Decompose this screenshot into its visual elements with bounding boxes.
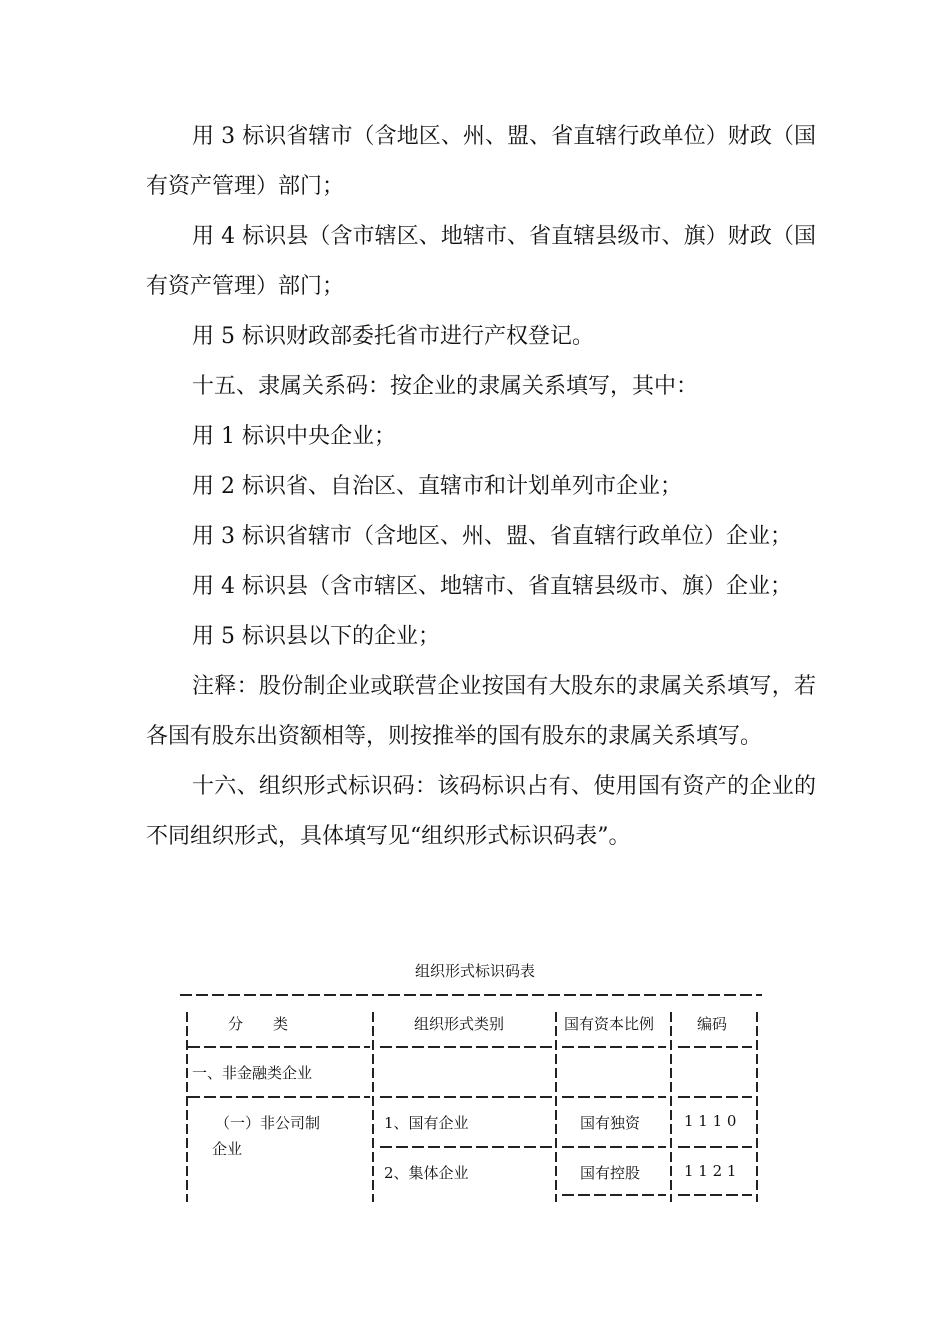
table-vline — [670, 1012, 672, 1202]
table-vline — [756, 1012, 758, 1202]
paragraph: 用 1 标识中央企业； — [192, 424, 396, 449]
row-separator — [562, 1194, 666, 1196]
subcategory-non-company: （一）非公司制 — [215, 1114, 321, 1132]
form-collective-enterprise: 2、集体企业 — [384, 1164, 469, 1182]
header-form-type: 组织形式类别 — [414, 1015, 505, 1033]
subcategory-non-company-cont: 企业 — [212, 1140, 243, 1158]
document-body — [146, 112, 816, 862]
form-state-enterprise: 1、国有企业 — [384, 1114, 469, 1132]
paragraph: 用 5 标识县以下的企业； — [192, 624, 440, 649]
row-separator — [188, 1046, 370, 1048]
row-separator — [188, 1096, 370, 1098]
row-separator — [380, 1096, 552, 1098]
row-separator — [678, 1096, 752, 1098]
table-border-top — [180, 994, 762, 996]
table-title: 组织形式标识码表 — [414, 962, 535, 980]
header-code: 编码 — [697, 1015, 728, 1033]
row-separator — [678, 1194, 752, 1196]
paragraph: 注释：股份制企业或联营企业按国有大股东的隶属关系填写，若各国有股东出资额相等，则按推举的国有股东的隶属关系填写。 — [146, 674, 816, 749]
table-vline — [372, 1012, 374, 1202]
paragraph: 用 3 标识省辖市（含地区、州、盟、省直辖行政单位）企业； — [192, 524, 792, 549]
paragraph: 用 4 标识县（含市辖区、地辖市、省直辖县级市、旗）财政（国有资产管理）部门； — [146, 224, 816, 299]
paragraph: 十五、隶属关系码：按企业的隶属关系填写，其中： — [192, 374, 699, 399]
row-separator — [562, 1146, 666, 1148]
code-1121: 1 1 2 1 — [684, 1162, 737, 1180]
paragraph: 用 3 标识省辖市（含地区、州、盟、省直辖行政单位）财政（国有资产管理）部门； — [146, 124, 816, 199]
row-separator — [380, 1046, 552, 1048]
ratio-state-controlled: 国有控股 — [580, 1164, 641, 1182]
paragraph: 十六、组织形式标识码：该码标识占有、使用国有资产的企业的不同组织形式，具体填写见“组织形式标识码表”。 — [146, 774, 816, 849]
row-separator — [562, 1046, 666, 1048]
row-separator — [678, 1146, 752, 1148]
table-vline — [555, 1012, 557, 1202]
paragraph: 用 2 标识省、自治区、直辖市和计划单列市企业； — [192, 474, 682, 499]
row-separator — [562, 1096, 666, 1098]
code-1110: 1 1 1 0 — [684, 1112, 737, 1130]
header-category: 分 类 — [228, 1015, 289, 1033]
row-separator — [678, 1046, 752, 1048]
table-vline — [186, 1012, 188, 1202]
paragraph: 用 4 标识县（含市辖区、地辖市、省直辖县级市、旗）企业； — [192, 574, 792, 599]
row-separator — [380, 1146, 552, 1148]
section-non-financial: 一、非金融类企业 — [192, 1064, 313, 1082]
ratio-wholly-owned: 国有独资 — [580, 1114, 641, 1132]
paragraph: 用 5 标识财政部委托省市进行产权登记。 — [192, 324, 594, 349]
header-capital-ratio: 国有资本比例 — [564, 1015, 655, 1033]
